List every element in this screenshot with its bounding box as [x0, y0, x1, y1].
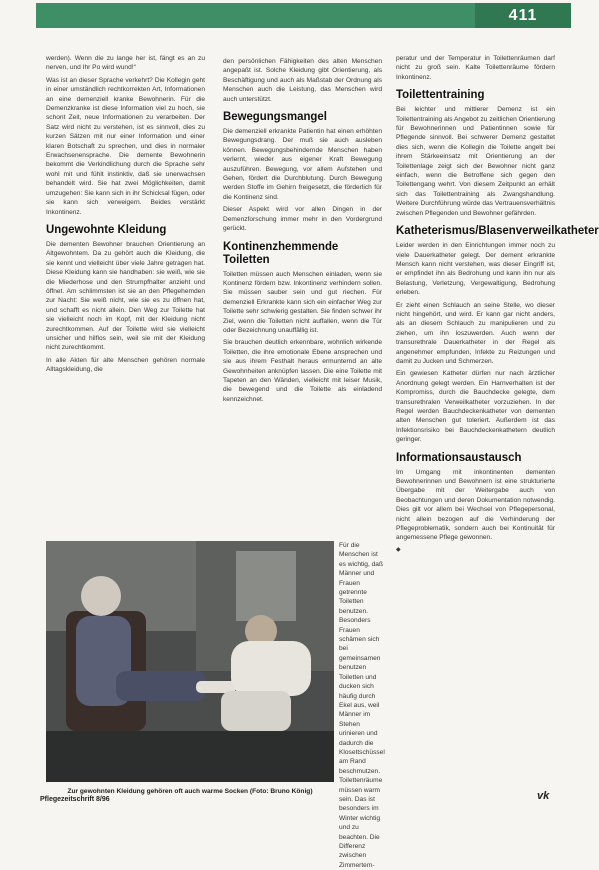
paragraph: Was ist an dieser Sprache verkehrt? Die Kollegin geht in einer umständlich rechtkorrekten Art, Informationen an eine demenziell kranke Bewohnerin. Für die Demenzkranke ist diese Information viel zu hoch, sie schont Zeit, neue Informationen zu verarbeiten. Der Satz wird nicht zu verstehen, ist es sinnvoll, dies zu kurzen Sätzen mit nur einer Information und einer klaren Botschaft zu sprechen, und dies in normaler Erwachsenensprache. Die demente Bewohnerin bekommt die Verkindlichung durch die Sprache sehr wohl mit und fühlt instinktiv, daß sie unerwachsen behandelt wird. Sie hat zwei Möglichkeiten, damit umzugehen: Sie kann sich in ihr Schicksal fügen, oder sie kann sich verweigern. Beides verstärkt Inkontinenz.: [46, 76, 205, 216]
paragraph: Ein gewiesen Katheter dürfen nur nach ärztlicher Anordnung gelegt werden. Ein Harnverhalten ist der Kompromiss, durch die Bauchdecke gelegte, dem transurethralen Verweilkatheter vorzuziehen. In der Regel werden Bauchdeckenkatheter von dementen alten Menschen gut toleriert. Außerdem ist das Infektionsrisiko bei Bauchdeckenkathetern deutlich geringer.: [396, 370, 555, 444]
paragraph: Bei leichter und mittlerer Demenz ist ein Toilettentraining als Angebot zu zeitlichen Orientierung für Bewohnerinnen und Patientinnen sowie für Pflegende sinnvoll. Bei schwerer Demenz gestaltet dies sich, wenn die Kollegin die Toilette angelt bei ihrem Stärkeeinsatz mit Orientierung an der Toilettenlage zeigt sich der Bewohner nicht ganz einfach, wenn die Betroffene sich gegen den Toilettengang wehrt. Von diesem Zeitpunkt an erhält sich das Toilettentraining als Zwangshandlung. Weitere Durchführung würde das Vertrauensverhältnis zwischen Pflegenden und Bewohner gefährden.: [396, 106, 555, 217]
paragraph: Die demenziell erkrankte Patientin hat einen erhöhten Bewegungsdrang. Der muß sie auch ausleben können. Bewegungsbehindernde Menschen haben verlernt, wieder aus eigener Kraft Bewegung auszuführen. Bewegung, vor allem Aufstehen und Gehen, fördert die Durchblutung. Durch Bewegung werden Stoffe im Gehirn freigesetzt, die förderlich für die Kontinenz sind.: [223, 128, 382, 201]
paragraph: Leider werden in den Einrichtungen immer noch zu viele Dauerkatheter gelegt. Der dement erkrankte Mensch kann nicht verstehen, was dieser Eingriff ist, er empfindet ihn als Bedrohung und kann ihn nur als Belastung, Verletzung, Vergewaltigung, Bedrohung erleben.: [396, 242, 555, 297]
paragraph: den persönlichen Fähigkeiten des alten Menschen angepaßt ist. Solche Kleidung gibt Orientierung, als Beschäftigung und auch als Maßstab der Ordnung als Menschen auch die Leistung, das Menschen wird auch unterstützt.: [223, 58, 382, 103]
paragraph: Im Umgang mit inkontinenten dementen Bewohnerinnen und Bewohnern ist eine strukturierte Übergabe mit der Weitergabe auch von Beobachtungen und deren Dokumentation notwendig. Dies gilt vor allem bei Wechsel von Pflegepersonal, nicht allein bezogen auf die Verhinderung der Pflegeproblematik, sondern auch bei Kontinuität für angemessene Pflege gewonnen.: [396, 468, 555, 542]
page-number: 411: [475, 3, 571, 28]
photo-caption: Zur gewohnten Kleidung gehören oft auch warme Socken (Foto: Bruno König): [67, 788, 313, 795]
paragraph: Toiletten müssen auch Menschen einladen, wenn sie Kontinenz fördern bzw. Inkontinenz verhindern sollen. Sie müssen sauber sein und gut riechen. Für demenziell Erkrankte kann sich ein einfacher Weg zur Toilette sehr schwierig gestalten. Sie finden schwer ihr Ziel, wenn die Toiletten nicht auffallen, wenn die Tür oder Bezeichnung unauffällig ist.: [223, 270, 382, 334]
column-left: [46, 54, 205, 378]
photo-caregiver-socks: [46, 541, 334, 782]
column-middle-tail: [339, 541, 383, 870]
paragraph: Die dementen Bewohner brauchen Orientierung an Altgewohntem. Da zu gehört auch die Kleidung, die sie kennt und vielleicht über viele Jahre getragen hat. Diese Kleidung kann sie handhaben: sie weiß, wie sie die Miederhose und den Strumpfhalter anzieht und öffnet. Am schlimmsten ist sie an den Pflegehemden zur Nacht: Sie weiß nicht, wie sie es zu öffnen hat, und schafft es nicht allein. Den Weg zur Toilette hat sie vielleicht noch im Kopf, mit der Kleidung nicht zurechtkommen. Auf der Toilette wird sie vielleicht unsicher und hilflos sein, weil sie mit der Kleidung nicht zurechtkommt.: [46, 240, 205, 352]
column-middle: [223, 57, 382, 407]
paragraph: werden). Wenn die zu lange her ist, fängt es an zu nerven, und Ihr Po wird wund!“: [46, 55, 205, 72]
paragraph: Sie brauchen deutlich erkennbare, wohnlich wirkende Toiletten, die ihre emotionale Ebene ansprechen und sie aus ihrem Festhalt heraus ermunternd an alte Gewohnheiten anknüpfen lassen. Die eine Toilette mit Tapeten an den Wänden, vielleicht mit leiser Musik, die bewegend und die Toilette als einladend kennzeichnet.: [223, 339, 382, 403]
paragraph: In alle Akten für alte Menschen gehören normale Alltagskleidung, die: [46, 356, 205, 374]
column-right: [396, 54, 599, 558]
paragraph: Für die Menschen ist es wichtig, daß Männer und Frauen getrennte Toiletten benutzen. Besonders Frauen schämen sich bei gemeinsamen benutzen Toiletten und ducken sich häufig durch Ekel aus, weil Männer im Stehen urinieren und dadurch die Klosettschüssel am Rand beschmutzen.: [339, 542, 385, 775]
header-bar: [36, 3, 571, 28]
end-mark: ◆: [396, 546, 401, 553]
section-heading-catheter: Katheterismus/Blasenverweilkatheter: [396, 223, 599, 238]
paragraph: peratur und der Temperatur in Toilettenräumen darf nicht zu groß sein. Kalte Toilettenräume fördern Inkontinenz.: [396, 55, 555, 81]
section-heading-info: Informationsaustausch: [396, 449, 522, 464]
paragraph: Dieser Aspekt wird vor allen Dingen in der Demenzforschung immer mehr in den Vordergrund gerückt.: [223, 206, 382, 233]
section-heading-training: Toilettentraining: [396, 87, 485, 102]
publisher-logo: vk: [537, 790, 550, 802]
paragraph: Toilettenräume müssen warm sein. Das ist besonders im Winter wichtig und zu beachten. Die Differenz zwischen Zimmertem-: [339, 777, 383, 869]
section-heading-toilets: Kontinenzhemmende Toiletten: [223, 238, 339, 266]
section-heading-movement: Bewegungsmangel: [223, 109, 327, 124]
paragraph: Er zieht einen Schlauch an seine Stelle, wo dieser nicht hingehört, und wird. Er kann gar nicht anders, als an diesem Schlauch zu manipulieren und zu ziehen, um ihn loszuwerden. Auch wenn der transurethrale Dauerkatheter in der Regel als angenehmer empfunden, Infekte zu Reizungen und damit zu Jucken und Schmerzen.: [396, 301, 555, 365]
journal-footer: Pflegezeitschrift 8/96: [40, 796, 110, 803]
section-heading-clothing: Ungewohnte Kleidung: [46, 221, 167, 236]
photo-illustration: [46, 541, 334, 782]
